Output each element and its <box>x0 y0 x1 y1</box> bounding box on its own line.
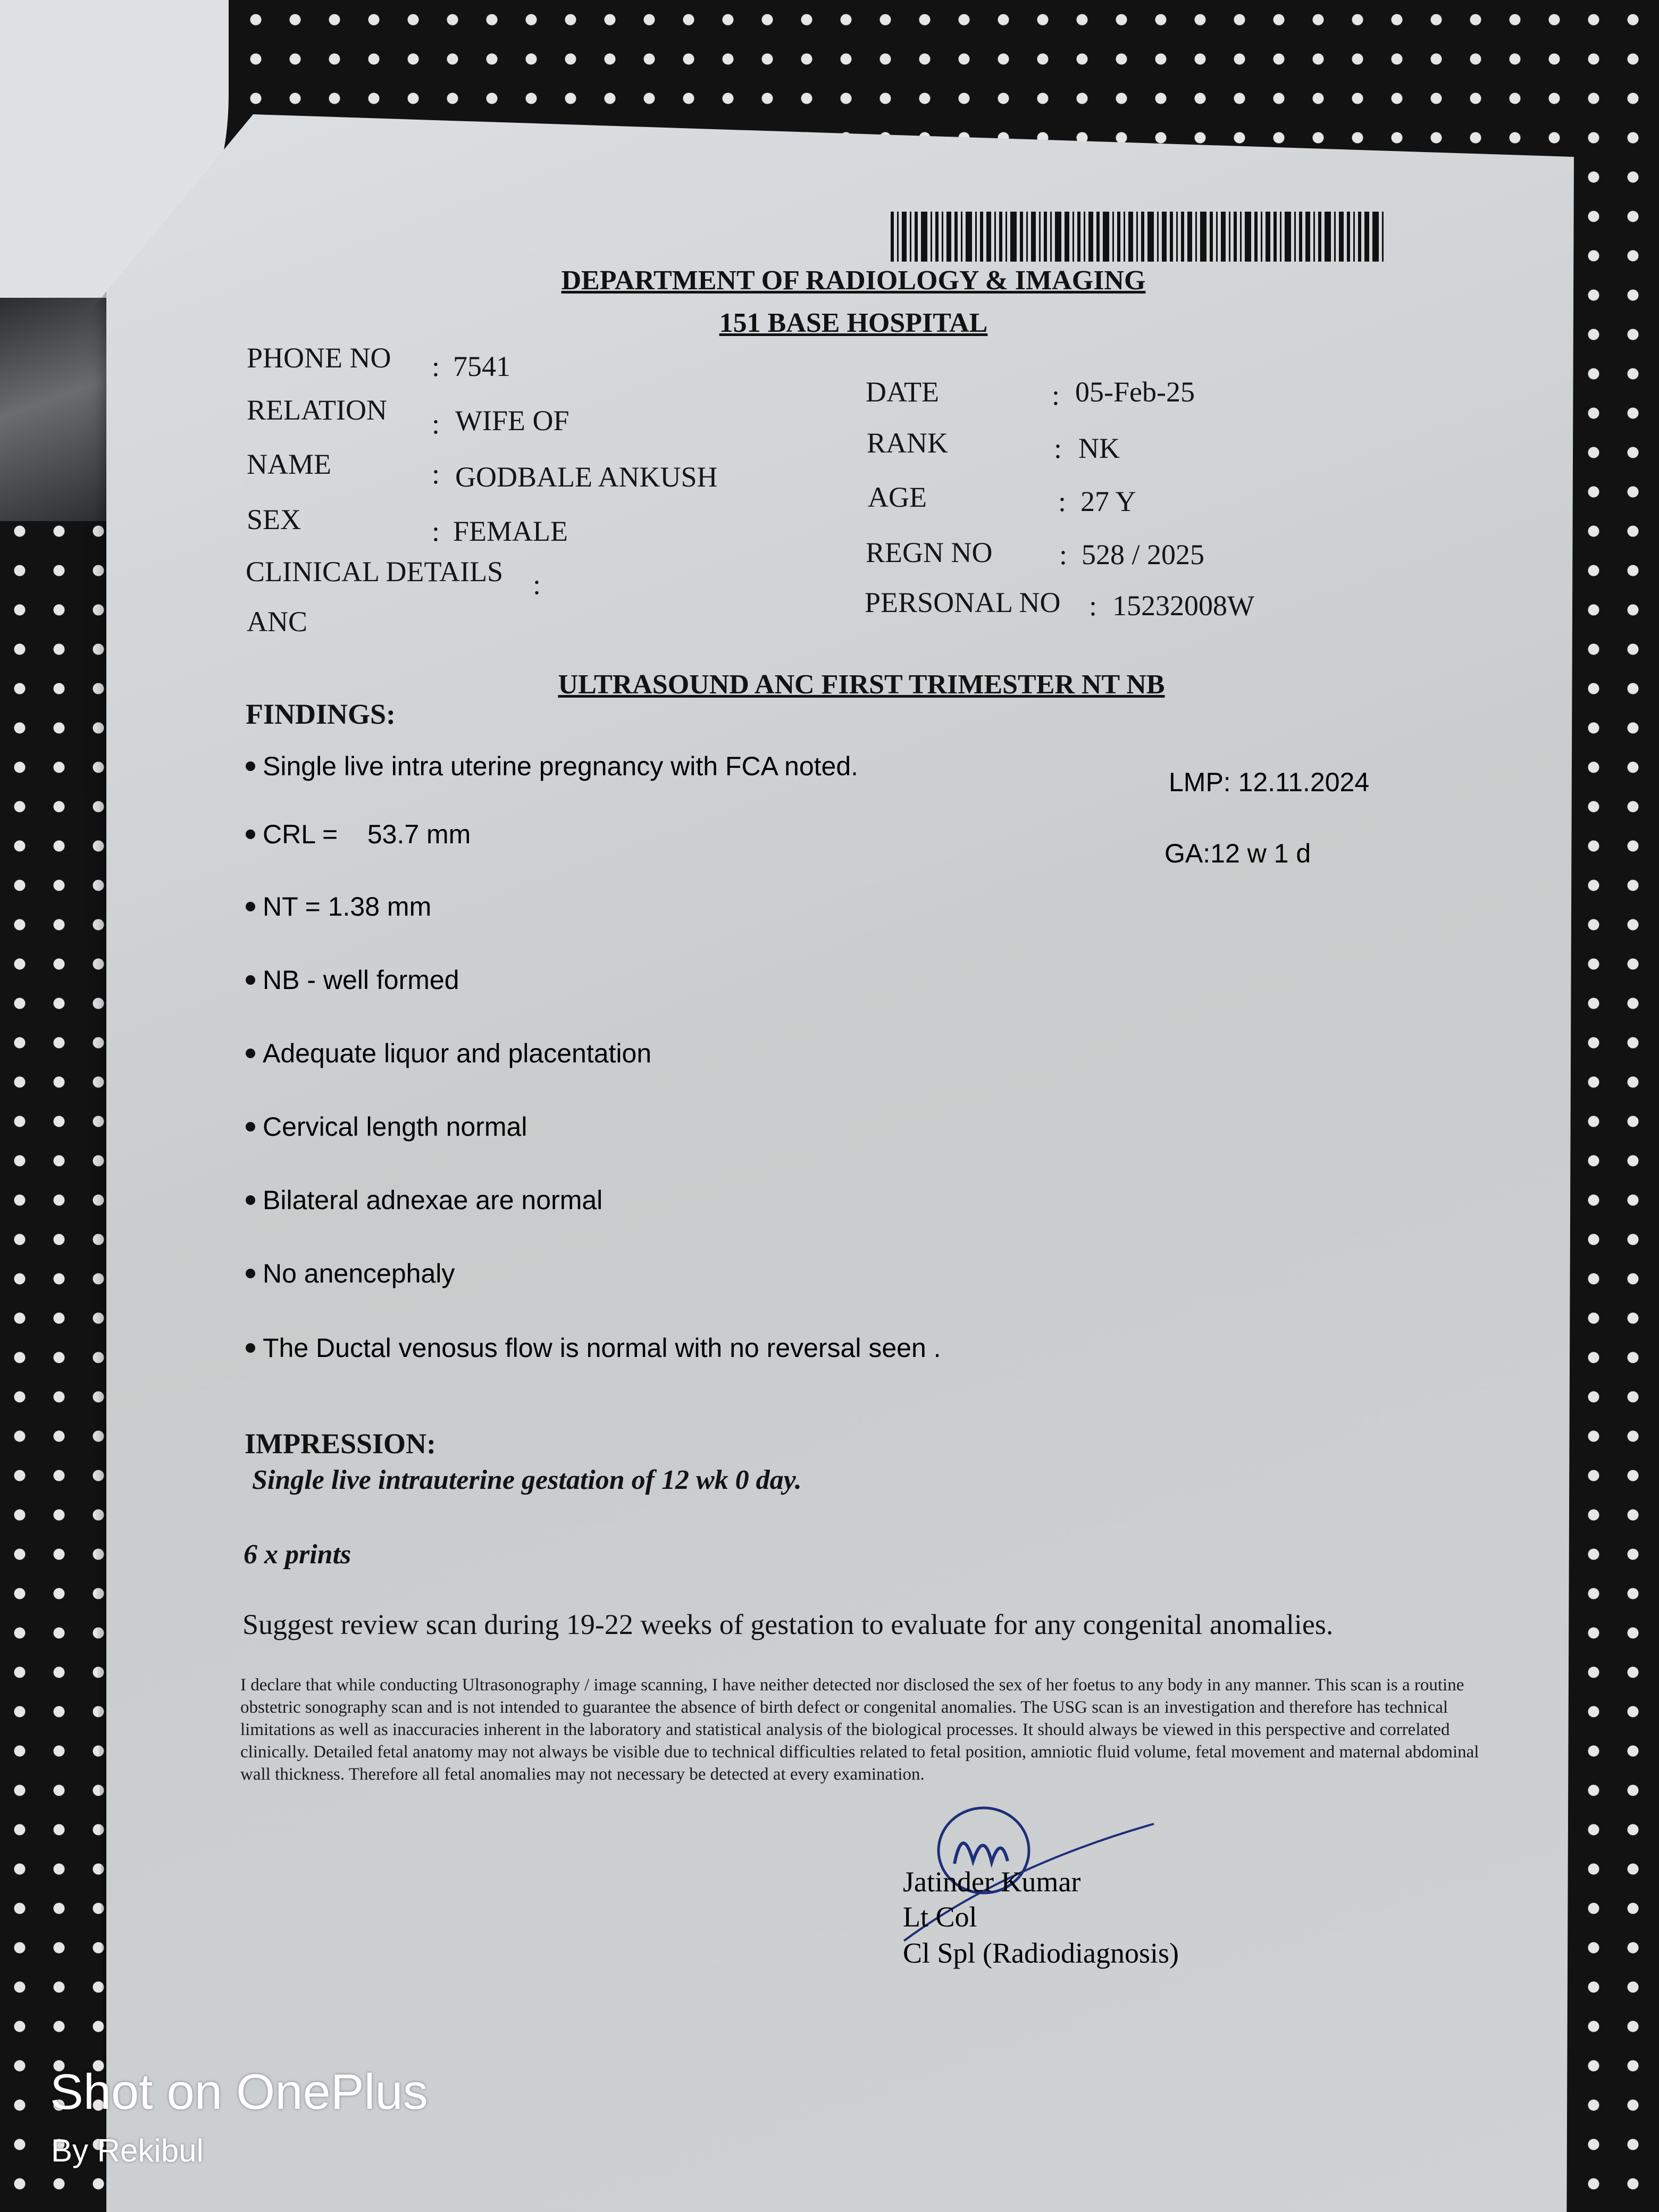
rank-label: RANK <box>867 427 949 459</box>
barcode-bar <box>902 212 907 262</box>
bullet-icon <box>246 1122 255 1132</box>
barcode-bar <box>942 212 943 262</box>
barcode-bar <box>1216 212 1218 262</box>
barcode-bar <box>1084 212 1085 262</box>
barcode-bar <box>1181 212 1184 262</box>
finding-item <box>246 1333 941 1363</box>
bullet-icon <box>246 1269 255 1278</box>
age-label: AGE <box>868 481 927 513</box>
barcode-bar <box>1280 212 1281 262</box>
barcode-bar <box>1128 212 1133 262</box>
barcode-bar <box>1187 212 1192 262</box>
barcode-bar <box>980 212 983 262</box>
barcode-bar <box>1221 212 1226 262</box>
clinical-details-value: ANC <box>247 606 308 638</box>
barcode-bar <box>1305 212 1310 262</box>
barcode-bar <box>966 212 972 262</box>
barcode-bar <box>954 212 958 262</box>
bullet-icon <box>246 1195 255 1205</box>
barcode-bar <box>1124 212 1125 262</box>
personal-no-colon: : <box>1089 590 1097 622</box>
barcode-bar <box>1266 212 1270 262</box>
barcode-bar <box>1044 212 1047 262</box>
finding-item <box>246 1111 527 1142</box>
bullet-icon <box>246 902 255 911</box>
bullet-icon <box>246 761 255 771</box>
relation-colon: : <box>432 408 440 440</box>
signatory-rank: Lt Col <box>903 1901 977 1933</box>
barcode-bar <box>891 212 894 262</box>
barcode-bar <box>1234 212 1237 262</box>
finding-item <box>246 1038 651 1069</box>
barcode-bar <box>1325 212 1331 262</box>
watermark-author: By Rekibul <box>51 2133 204 2168</box>
barcode-bar <box>1096 212 1100 262</box>
bullet-icon <box>246 830 255 839</box>
barcode-bar <box>1147 212 1154 262</box>
ga-note: GA:12 w 1 d <box>1164 839 1311 868</box>
finding-item <box>246 965 459 995</box>
barcode-bar <box>1117 212 1120 262</box>
signatory-name: Jatinder Kumar <box>903 1866 1081 1898</box>
barcode-bar <box>1157 212 1159 262</box>
phone-label: PHONE NO <box>247 342 391 374</box>
hospital-title: 151 BASE HOSPITAL <box>719 308 988 338</box>
finding-text: NB - well formed <box>263 965 459 995</box>
bullet-icon <box>246 1343 255 1353</box>
barcode-bar <box>1065 212 1069 262</box>
impression-text: Single live intrauterine gestation of 12 wk 0 day. <box>252 1465 802 1495</box>
rank-value: NK <box>1078 432 1120 464</box>
lmp-note: LMP: 12.11.2024 <box>1169 767 1370 797</box>
name-colon: : <box>432 458 440 490</box>
clinical-details-label: CLINICAL DETAILS <box>246 556 504 588</box>
age-colon: : <box>1058 485 1067 517</box>
barcode-bar <box>1103 212 1109 262</box>
impression-heading: IMPRESSION: <box>245 1428 437 1460</box>
barcode-bar <box>1031 212 1036 262</box>
department-title: DEPARTMENT OF RADIOLOGY & IMAGING <box>561 265 1146 296</box>
barcode-bar <box>1273 212 1277 262</box>
barcode-bar <box>975 212 977 262</box>
barcode-bar <box>1347 212 1350 262</box>
finding-text: NT = 1.38 mm <box>263 892 432 921</box>
barcode-bar <box>1364 212 1369 262</box>
sex-colon: : <box>432 515 440 547</box>
phone-colon: : <box>432 350 440 382</box>
finding-text: CRL = 53.7 mm <box>263 819 471 849</box>
relation-label: RELATION <box>247 394 387 426</box>
date-label: DATE <box>866 376 939 408</box>
barcode-bar <box>1136 212 1138 262</box>
sex-value: FEMALE <box>453 515 568 547</box>
barcode-bar <box>999 212 1002 262</box>
barcode-bar <box>1254 212 1258 262</box>
barcode-bar <box>1210 212 1213 262</box>
declaration-text: I declare that while conducting Ultrasonography / image scanning, I have neither detected nor disclosed the sex of her foetus to any body in any manner. This scan is a routine obstetric sonography scan and is not intended to guarantee the absence of birth defect or congenital anomalies. The USG scan is an investigation and therefore has technical limitations as well as inaccuracies inherent in the laboratory and statistical analysis of the biological processes. It should always be viewed in this perspective and correlated clinically. Detailed fetal anatomy may not always be visible due to technical difficulties related to fetal position, amniotic fluid volume, fetal movement and maternal abdominal wall thickness. Therefore all fetal anomalies may not necessary be detected at every examination. <box>240 1675 1479 1784</box>
age-value: 27 Y <box>1080 485 1136 517</box>
barcode-bar <box>1372 212 1379 262</box>
barcode-bar <box>986 212 991 262</box>
barcode-bar <box>1334 212 1336 262</box>
personal-no-label: PERSONAL NO <box>865 586 1061 618</box>
barcode-bar <box>994 212 996 262</box>
prints-note: 6 x prints <box>244 1539 351 1570</box>
regn-no-value: 528 / 2025 <box>1082 539 1205 571</box>
regn-no-label: REGN NO <box>866 537 993 568</box>
barcode-bar <box>1382 212 1384 262</box>
barcode-bar <box>1112 212 1114 262</box>
barcode-bar <box>1170 212 1173 262</box>
barcode-bar <box>1240 212 1242 262</box>
barcode-bar <box>946 212 951 262</box>
barcode-bar <box>961 212 962 262</box>
rank-colon: : <box>1054 432 1062 464</box>
clinical-details-colon: : <box>533 568 541 600</box>
bullet-icon <box>246 1049 255 1058</box>
signatory-designation: Cl Spl (Radiodiagnosis) <box>903 1937 1179 1969</box>
barcode-bar <box>1050 212 1052 262</box>
relation-value: WIFE OF <box>455 405 569 437</box>
barcode-bar <box>1285 212 1291 262</box>
barcode-bar <box>1358 212 1361 262</box>
finding-text: Cervical length normal <box>263 1112 527 1142</box>
barcode-bar <box>1200 212 1206 262</box>
review-suggestion: Suggest review scan during 19-22 weeks of gestation to evaluate for any congenital anomalies. <box>242 1608 1334 1640</box>
barcode-bar <box>1318 212 1321 262</box>
finding-item <box>246 819 471 850</box>
regn-no-colon: : <box>1059 539 1068 571</box>
finding-item <box>246 1185 602 1216</box>
barcode-bar <box>910 212 911 262</box>
barcode-bar <box>921 212 927 262</box>
finding-item <box>246 751 858 782</box>
barcode-bar <box>897 212 899 262</box>
barcode-bar <box>1229 212 1230 262</box>
barcode-bar <box>935 212 939 262</box>
barcode-bar <box>1055 212 1061 262</box>
phone-value: 7541 <box>453 350 510 382</box>
finding-text: Bilateral adnexae are normal <box>263 1185 603 1215</box>
finding-item <box>246 891 431 922</box>
finding-text: Single live intra uterine pregnancy with FCA noted. <box>263 751 859 781</box>
barcode <box>891 212 1470 262</box>
barcode-bar <box>915 212 918 262</box>
barcode-bar <box>1313 212 1315 262</box>
report-sheet <box>106 114 1574 2212</box>
finding-item <box>246 1258 455 1289</box>
barcode-bar <box>931 212 932 262</box>
barcode-bar <box>1141 212 1144 262</box>
barcode-bar <box>1195 212 1197 262</box>
barcode-bar <box>1088 212 1093 262</box>
date-value: 05-Feb-25 <box>1075 376 1195 408</box>
report-title: ULTRASOUND ANC FIRST TRIMESTER NT NB <box>558 669 1165 700</box>
name-label: NAME <box>247 448 331 480</box>
sex-label: SEX <box>247 504 301 535</box>
barcode-bar <box>1261 212 1262 262</box>
barcode-bar <box>1245 212 1251 262</box>
barcode-bar <box>1073 212 1074 262</box>
findings-heading: FINDINGS: <box>246 698 396 730</box>
barcode-bar <box>1353 212 1355 262</box>
barcode-bar <box>1294 212 1296 262</box>
barcode-bar <box>1006 212 1007 262</box>
barcode-bar <box>1020 212 1023 262</box>
barcode-bar <box>1077 212 1080 262</box>
finding-text: Adequate liquor and placentation <box>263 1038 652 1068</box>
date-colon: : <box>1052 379 1060 411</box>
barcode-bar <box>1162 212 1167 262</box>
background-photo <box>0 298 122 521</box>
barcode-bar <box>1176 212 1178 262</box>
bullet-icon <box>246 975 255 985</box>
barcode-bar <box>1010 212 1017 262</box>
personal-no-value: 15232008W <box>1112 590 1254 622</box>
barcode-bar <box>1039 212 1041 262</box>
barcode-bar <box>1026 212 1028 262</box>
finding-text: The Ductal venosus flow is normal with no reversal seen . <box>263 1333 941 1363</box>
barcode-bar <box>1299 212 1302 262</box>
watermark-device: Shot on OnePlus <box>50 2064 428 2119</box>
barcode-bar <box>1339 212 1344 262</box>
finding-text: No anencephaly <box>263 1259 455 1288</box>
name-value: GODBALE ANKUSH <box>455 461 718 493</box>
